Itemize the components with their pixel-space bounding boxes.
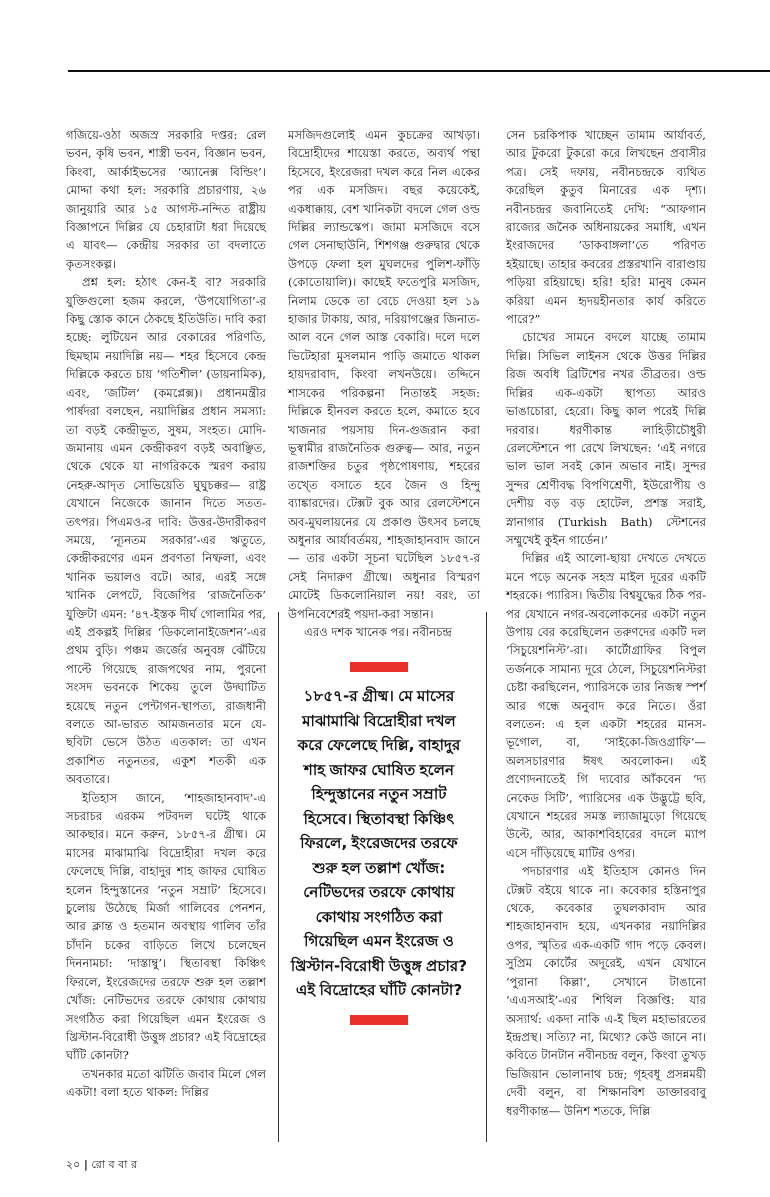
article-column-2 (288, 126, 480, 641)
column-divider (278, 612, 279, 1142)
paragraph: পদচারণার এই ইতিহাস কোনও দিন টেক্সট বইয়ে থাকে না। কবেকার হস্তিনাপুর থেকে, কবেকার তুঘলকাবাদ আর শাহজাহানবাদ হয়ে, এখনকার নয়াদিল্লির ওপর, স্মৃতির এক-একটি গাদ পড়ে কেবল। সুপ্রিম কোর্টের অদূরেই, এখন যেখানে ‘পুরানা কিল্লা’, সেখানে টাঙানো ‘এএসআই’-এর শিথিল বিজ্ঞপ্তি: যার অস্যার্থ: একদা নাকি এ-ই ছিল মহাভারতের ইন্দ্রপ্রস্থ। সত্যি? না, মিথ্যে? কেউ জানে না। কবিতে টানটান নবীনচন্দ্র বলুন, কিংবা তুখড় ভিজিয়ান ভোলানাথ চন্দ্র; গৃহবধূ প্রসন্নময়ী দেবী বলুন, বা শিক্ষানবিশ ডাক্তারবাবু ধরণীকান্ত— উনিশ শতকে, দিল্লি (506, 864, 706, 1118)
page-footer (66, 1156, 137, 1175)
paragraph: তখনকার মতো ঝটিতি জবাব মিলে গেল একটা! বলা হতে থাকল: দিল্লির (66, 1066, 266, 1100)
header-rule (68, 70, 770, 72)
paragraph: প্রশ্ন হল: হঠাৎ কেন-ই বা? সরকারি যুক্তিগুলো হজম করলে, ‘উপযোগিতা’-র কিছু স্তোক কানে ঠেকছে ইতিউতি। দাবি করা হচ্ছে: লুটিয়েন আর বেকারের পরিণতি, ছিমছাম নয়াদিল্লি নয়— শহর হিসেবে কেন্দ্র দিল্লিকে করতে চায় ‘গতিশীল’ (ডায়নামিক), এবং, ‘জটিল’ (কমপ্লেক্স)। প্রধানমন্ত্রীর পার্ষদরা বলছেন, নয়াদিল্লির প্রধান সমস্যা: তা বড়ই কেন্দ্রীভূত, সুষম, সংহত। মোদি-জমানায় এমন কেন্দ্রীকরণ বড়ই অবাঞ্ছিত, থেকে থেকে যা নাগরিককে স্মরণ করায় নেহরু-আদৃত সোভিয়েতি ঘুঘুচক্কর— রাষ্ট্র যেখানে নিজেকে জানান দিতে সতত-তৎপর। পিএমও-র দাবি: উত্তর-উদারীকরণ সময়ে, ‘ন্যূনতম সরকার’-এর ঋতুতে, কেন্দ্রীকরণের এমন প্রবণতা নিষ্ফলা, এবং খানিক ভয়ালও বটে। আর, এরই সঙ্গে খানিক লেপটে, বিজেপির ‘রাজনৈতিক’ যুক্তিটা এমন: ’৪৭-ইস্তক দীর্ঘ গোলামির পর, এই প্রকল্পই দিল্লির ‘ডিকলোনাইজেশন’-এর প্রথম বুড়ি। পঞ্চম জর্জের অনুবঙ্গ ঝেঁটিয়ে পাল্টে গিয়েছে রাজপথের নাম, পুরনো সংসদ ভবনকে শিকেয় তুলে উদ্ঘাটিত হয়েছে নতুন পেন্টাগন-স্থাপত্য, রাজধানী বলতে আ-ভারত আমজনতার মনে যে-ছবিটা ভেসে উঠত এতকাল: তা এখন প্রকাশিত নতুনতর, একুশ শতকী এক অবতারে। (66, 275, 266, 787)
folio-separator: | (83, 1158, 88, 1171)
paragraph: ইতিহাস জানে, ‘শাহজাহানবাদ’-এ সচরাচর এরকম পটবদল ঘটেই থাকে আকছার। মনে করুন, ১৮৫৭-র গ্রীষ্ম। মে মাসের মাঝামাঝি বিদ্রোহীরা দখল করে ফেলেছে দিল্লি, বাহাদুর শাহ জাফর ঘোষিত হলেন হিন্দুস্তানের ‘নতুন সম্রাট’ হিসেবে। চুলোয় উঠেছে মির্জা গালিবের পেনশন, আর ক্লান্ত ও হতমান অবস্থায় গালিব তাঁর চাঁদনি চকের বাড়িতে লিখে চলেছেন দিননামচা: ‘দাস্তাম্বু’। স্থিতাবস্থা কিঞ্চিৎ ফিরলে, ইংরেজদের তরফে শুরু হল তল্লাশ খোঁজ: নেটিভদের তরফে কোথায় কোথায় সংগঠিত করা গিয়েছিল এমন ইংরেজ ও খ্রিস্টান-বিরোধী উত্তুঙ্গ প্রচার? এই বিদ্রোহের ঘাঁটি কোনটা? (66, 790, 266, 1063)
article-column-1 (66, 126, 266, 1102)
paragraph: চোখের সামনে বদলে যাচ্ছে তামাম দিল্লি। সিভিল লাইনস থেকে উত্তর দিল্লির রিজ অবধি ব্রিটিশের নখর তীব্রতর। ওল্ড দিল্লির এক-একটা স্থাপত্য আরও ভাঙাচোরা, হেরো। কিছু কাল পরেই দিল্লি দরবার। ধরণীকান্ত লাহিড়ীচৌধুরী রেলস্টেশনে পা রেখে লিখছেন: ‘এই নগরে ভাল ভাল সবই কোন অভাব নাই। সুন্দর সুন্দর শ্রেণীবদ্ধ বিপণিশ্রেণী, ইউরোপীয় ও দেশীয় বড় বড় হোটেল, প্রশস্ত সরাই, স্নানাগার (Turkish Bath) স্টেশনের সম্মুখেই কুইন গার্ডেন।’ (506, 330, 706, 547)
pull-quote-bottom-accent (350, 1015, 408, 1025)
paragraph: এরও দশক খানেক পর। নবীনচন্দ্র (304, 624, 452, 639)
paragraph: মসজিদগুলোই এমন কুচক্রের আখড়া। বিদ্রোহীদের শায়েস্তা করতে, অব্যর্থ পন্থা হিসেবে, ইংরেজরা দখল করে নিল একের পর এক মসজিদ। বছর কয়েকেই, একধাক্কায়, বেশ খানিকটা বদলে গেল ওল্ড দিল্লির ল্যান্ডস্কেপ। জামা মসজিদে বসে গেল সেনাছাউনি, শিশগঞ্জ গুরুদ্বার থেকে উপড়ে ফেলা হল মুঘলদের পুলিশ-ফাঁড়ি (কোতোয়ালি)। কাছেই ফতেপুরি মসজিদ, নিলাম ডেকে তা বেচে দেওয়া হল ১৯ হাজার টাকায়, আর, দরিয়াগঞ্জের জিনাত-আল বনে গেল আস্ত বেকারি। দলে দলে ভিটেহারা মুসলমান পাড়ি জমাতে থাকল হায়দরাবাদ, কিংবা লখনউয়ে। তদ্দিনে শাসকের পরিকল্পনা নিতান্তই সহজ: দিল্লিকে হীনবল করতে হলে, কমাতে হবে খাজনার পয়সায় দিন-গুজরান করা ভূস্বামীর রাজনৈতিক গুরুত্ব— আর, নতুন রাজশক্তির চতুর পৃষ্ঠপোষণায়, শহরের তখ্তে বসাতে হবে জৈন ও হিন্দু ব্যাঙ্কারদের। টেক্সট বুক আর রেলস্টেশনে অব-মুঘলায়নের যে প্রকাণ্ড উৎসব চলছে অধুনার আর্যাবর্তময়, শাহজাহানবাদ জানে— তার একটা সূচনা ঘটেছিল ১৮৫৭-র সেই নিদারুণ গ্রীষ্মে। অধুনার বিস্মরণ মোটেই ডিকলোনিয়াল নয়! বরং, তা উপনিবেশেরই পয়দা-করা সন্তান। (288, 128, 480, 621)
magazine-name: রো ব বা র (91, 1158, 138, 1171)
paragraph: দিল্লির এই আলো-ছায়া দেখতে দেখতে মনে পড়ে অনেক সহস্র মাইল দূরের একটি শহরকে। প্যারিস। দ্বিতীয় বিশ্বযুদ্ধের ঠিক পর-পর যেখানে নগর-অবলোকনের একটা নতুন উপায় বের করেছিলেন তরুণদের একটি দল ‘সিচুয়েশনিস্ট’-রা। কার্টোগ্রাফির বিপুল তর্জনকে সামান্য দূরে ঠেলে, সিচুয়েশনিস্টরা চেষ্টা করছিলেন, প্যারিসকে তার নিজস্ব স্পর্শ আর গন্ধে অনুবাদ করে নিতে। ওঁরা বলতেন: এ হল একটা শহরের মানস-ভূগোল, বা, ‘সাইকো-জিওগ্রাফি’— অলসচারণার ঈষৎ অবলোকন। এই প্রণোদনাতেই গি দ্যবোর আঁকবেন ‘দ্য নেকেড সিটি’, প্যারিসের এক উদ্ভুট্টে ছবি, যেখানে শহরের সমস্ত ল্যাজামুড়ো গিয়েছে উল্টে, আর, আকাশবিহারের বদলে ম্যাপ এসে দাঁড়িয়েছে মাটির ওপর। (506, 551, 706, 860)
page-number: ২০ (66, 1158, 81, 1171)
article-column-3 (506, 126, 706, 1120)
column-divider (486, 612, 487, 1142)
paragraph: গজিয়ে-ওঠা অজস্র সরকারি দপ্তর: রেল ভবন, কৃষি ভবন, শাস্ত্রী ভবন, বিজ্ঞান ভবন, কিংবা, আর্কাইভসের ‘অ্যানেক্স বিল্ডিং’। মোদ্দা কথা হল: সরকারি প্রচারণায়, ২৬ জানুয়ারি আর ১৫ আগস্ট-নন্দিত রাষ্ট্রীয় বিজ্ঞাপনে দিল্লির যে চেহারাটা ধরা দিয়েছে এ যাবৎ— কেন্দ্রীয় সরকার তা বদলাতে কৃতসংকল্প। (66, 128, 266, 271)
pull-quote (290, 662, 468, 1122)
pull-quote-top-accent (350, 662, 408, 672)
paragraph: সেন চরকিপাক খাচ্ছেন তামাম আর্যাবর্ত, আর টুকরো টুকরো করে লিখছেন প্রবাসীর পত্র। সেই দফায়, নবীনচন্দ্রকে ব্যথিত করেছিল কুতুব মিনারের এক দৃশ্য। নবীনচন্দ্রর জবানিতেই দেখি: “আফগান রাজ্যের জনৈক অধিনায়কের সমাধি, এখন ইংরাজদের ‘ডাকবাঙ্গলা’তে পরিণত হইয়াছে। তাহার কবরের প্রস্তরখানি বারাণ্ডায় পড়িয়া রহিয়াছে। হরি! হরি! মানুষ কেমন করিয়া এমন হৃদয়হীনতার কার্য করিতে পারে?” (506, 128, 706, 327)
pull-quote-text: ১৮৫৭-র গ্রীষ্ম। মে মাসের মাঝামাঝি বিদ্রোহীরা দখল করে ফেলেছে দিল্লি, বাহাদুর শাহ জাফর ঘোষিত হলেন হিন্দুস্তানের নতুন সম্রাট হিসেবে। স্থিতাবস্থা কিঞ্চিৎ ফিরলে, ইংরেজদের তরফে শুরু হল তল্লাশ খোঁজ: নেটিভদের তরফে কোথায় কোথায় সংগঠিত করা গিয়েছিল এমন ইংরেজ ও খ্রিস্টান-বিরোধী উত্তুঙ্গ প্রচার? এই বিদ্রোহের ঘাঁটি কোনটা? (290, 687, 468, 999)
